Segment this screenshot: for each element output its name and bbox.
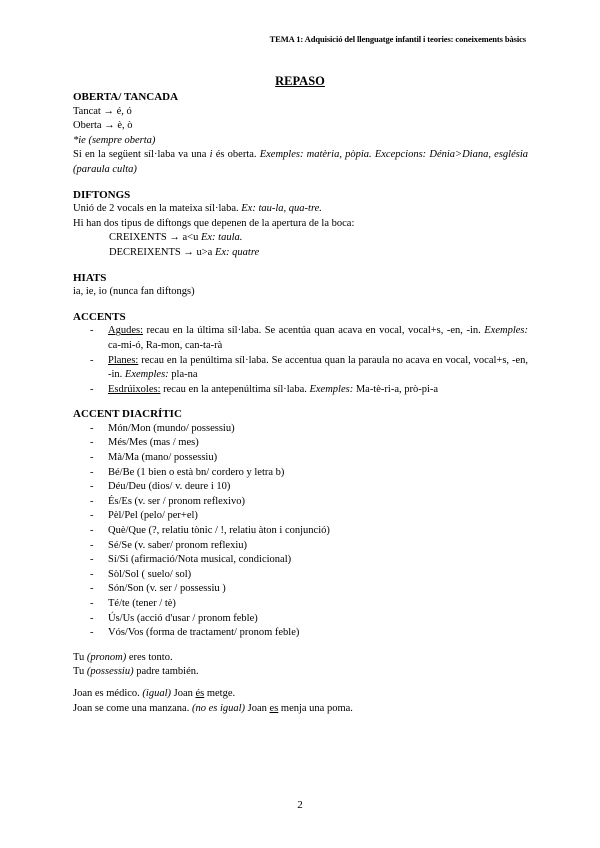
rule-examples: Exemples: matèria, pòpia. Excepcions: Dénia>Diana, església (paraula culta) <box>73 149 528 175</box>
list-item-diacritic: - Més/Mes (mas / mes) <box>73 436 528 451</box>
list-item-diacritic: - És/Es (v. ser / pronom reflexivo) <box>73 495 528 510</box>
decreixents-example: Ex: quatre <box>214 246 260 258</box>
planes-label: Planes: <box>108 354 139 366</box>
list-item-diacritic: - Sí/Si (afirmació/Nota musical, condicional) <box>73 553 528 568</box>
esdruixoles-text: recau en la antepenúltima síl·laba. <box>160 383 310 395</box>
joan2-c: menja una poma. <box>278 702 353 714</box>
page-title: REPASO <box>275 74 325 88</box>
tu2-b: padre también. <box>133 666 199 678</box>
list-item-diacritic: - Ús/Us (acció d'usar / pronom feble) <box>73 612 528 627</box>
diftong-def-example: Ex: tau-la, qua-tre. <box>241 203 322 215</box>
section-title-oberta: OBERTA/ TANCADA <box>73 91 179 103</box>
list-item-diacritic: - Té/te (tener / tè) <box>73 597 528 612</box>
section-title-diacritic: ACCENT DIACRÍTIC <box>73 408 182 421</box>
list-item-diacritic: - Què/Que (?, relatiu tònic / !, relatiu àton i conjunció) <box>73 524 528 539</box>
joan2-a: Joan se come una manzana. <box>73 702 192 714</box>
tu2-a: Tu <box>73 666 87 678</box>
section-accents <box>73 310 528 398</box>
list-item-diacritic: - Bé/Be (1 bien o està bn/ cordero y letra b) <box>73 466 528 481</box>
section-title-hiats: HIATS <box>73 271 107 284</box>
ie-note <box>73 134 528 149</box>
list-item-diacritic: - Mà/Ma (mano/ possessiu) <box>73 451 528 466</box>
section-title-accents: ACCENTS <box>73 310 126 323</box>
list-item-diacritic: - Vós/Vos (forma de tractament/ pronom feble) <box>73 626 528 641</box>
section-examples <box>73 651 528 716</box>
planes-example-label: Exemples: <box>124 369 169 381</box>
list-item-diacritic: - Són/Son (v. ser / possessiu ) <box>73 582 528 597</box>
list-item-planes <box>73 354 528 383</box>
agudes-label: Agudes: <box>108 325 143 337</box>
example-joan-igual <box>73 687 528 702</box>
oberta-line: Oberta → è, ò <box>73 120 133 132</box>
list-item-diacritic: - Sòl/Sol ( suelo/ sol) <box>73 568 528 583</box>
rule-part-b: és oberta. <box>212 149 260 161</box>
list-item-esdruixoles <box>73 383 528 398</box>
agudes-text: recau en la última síl·laba. Se acentúa quan acava en vocal, vocal+s, -en, -in. <box>143 325 485 337</box>
planes-text: recau en la penúltima síl·laba. Se accentua quan la paraula no acava en vocal, vocal+s, -en, -in. <box>108 354 528 381</box>
esdruixoles-example-label: Exemples: <box>309 383 354 395</box>
tancat-line: Tancat → é, ó <box>73 105 132 117</box>
creixents-example: Ex: taula. <box>200 232 243 244</box>
joan2-underlined: es <box>269 702 279 714</box>
tu1-b: eres tonto. <box>126 651 173 663</box>
esdruixoles-label: Esdrúixoles: <box>108 383 161 395</box>
accents-list <box>73 324 528 397</box>
diftong-types: Hi han dos tipus de diftongs que depenen de la apertura de la boca: <box>73 217 355 229</box>
decreixents-line <box>73 246 528 261</box>
list-item-diacritic: - Sé/Se (v. saber/ pronom reflexiu) <box>73 539 528 554</box>
diftong-def-text: Unió de 2 vocals en la mateixa síl·laba. <box>73 203 242 215</box>
tu1-a: Tu <box>73 651 87 663</box>
tu1-note: (pronom) <box>86 651 127 663</box>
list-item-diacritic: - Déu/Deu (dios/ v. deure i 10) <box>73 480 528 495</box>
example-tu-pronom <box>73 651 528 666</box>
joan1-underlined: és <box>195 687 205 699</box>
document-body <box>73 90 528 716</box>
page-number: 2 <box>297 799 303 811</box>
ie-note-text: *ie (sempre oberta) <box>73 134 156 146</box>
section-accent-diacritic <box>73 407 528 641</box>
rule-part-a: Si en la següent síl·laba va una <box>73 149 210 161</box>
running-header: TEMA 1: Adquisició del llenguatge infantil i teories: coneixements bàsics <box>269 34 526 44</box>
planes-example: pla-na <box>168 369 198 381</box>
oberta-rule <box>73 148 528 177</box>
creixents-text: CREIXENTS → a<u <box>109 232 201 244</box>
esdruixoles-example: Ma-tè-ri-a, prò-pi-a <box>353 383 439 395</box>
example-tu-possessiu <box>73 665 528 680</box>
joan2-b: Joan <box>245 702 270 714</box>
joan1-note: (igual) <box>142 687 171 699</box>
decreixents-text: DECREIXENTS → u>a <box>109 246 215 258</box>
section-title-diftongs: DIFTONGS <box>73 188 131 201</box>
agudes-example-label: Exemples: <box>484 325 528 337</box>
agudes-example: ca-mi-ó, Ra-mon, can-ta-rà <box>108 339 223 351</box>
creixents-line <box>73 231 528 246</box>
tu2-note: (possessiu) <box>86 666 134 678</box>
list-item-diacritic: - Món/Mon (mundo/ possessiu) <box>73 422 528 437</box>
list-item-agudes <box>73 324 528 353</box>
example-joan-no-igual <box>73 702 528 717</box>
section-oberta-tancada <box>73 90 528 178</box>
list-item-diacritic: - Pèl/Pel (pelo/ per+el) <box>73 509 528 524</box>
joan1-b: Joan <box>170 687 196 699</box>
joan2-note: (no es igual) <box>191 702 246 714</box>
joan1-a: Joan es médico. <box>73 687 143 699</box>
rule-vowel-i: i <box>209 149 213 161</box>
diftong-definition <box>73 202 528 217</box>
joan1-c: metge. <box>204 687 236 699</box>
section-hiats <box>73 271 528 300</box>
hiats-text: ia, ie, io (nunca fan diftongs) <box>73 286 195 298</box>
section-diftongs <box>73 188 528 261</box>
diacritic-list <box>73 422 528 641</box>
